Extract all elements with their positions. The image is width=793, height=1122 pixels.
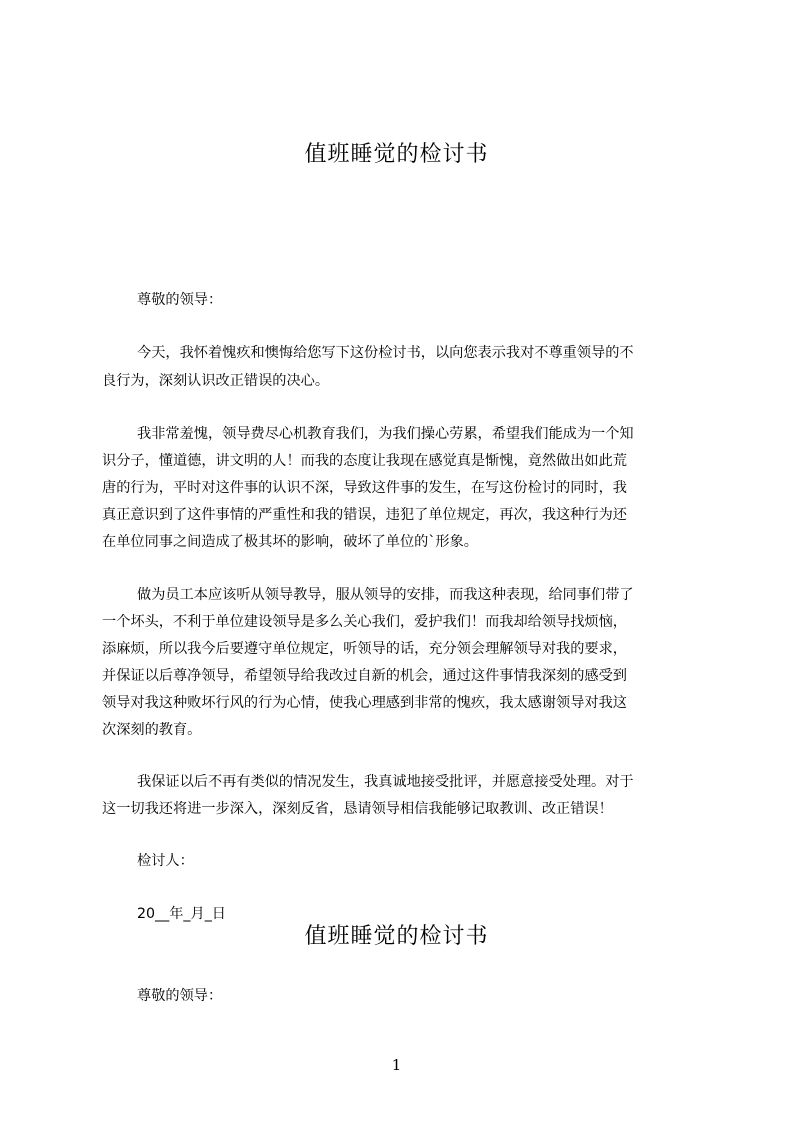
paragraph-3-line-1: 做为员工本应该听从领导教导，服从领导的安排，而我这种表现，给同事们带了 [137,587,634,603]
paragraph-1-line-1: 今天，我怀着愧疚和懊悔给您写下这份检讨书，以向您表示我对不尊重领导的不 [137,345,634,361]
paragraph-1-line-2: 良行为，深刻认识改正错误的决心。 [102,373,330,389]
paragraph-3-line-4: 并保证以后尊净领导，希望领导给我改过自新的机会，通过这件事情我深刻的感受到 [102,668,627,684]
second-document-title: 值班睡觉的检讨书 [304,924,489,949]
paragraph-4-line-1: 我保证以后不再有类似的情况发生，我真诚地接受批评，并愿意接受处理。对于 [137,774,634,790]
paragraph-2-line-1: 我非常羞愧，领导费尽心机教育我们，为我们操心劳累，希望我们能成为一个知 [137,426,634,442]
date-line: 20__年_月_日 [137,906,226,922]
salutation: 尊敬的领导： [137,292,223,308]
paragraph-3-line-5: 领导对我这种败坏行风的行为心情，使我心理感到非常的愧疚，我太感谢领导对我这 [102,695,627,711]
paragraph-2-line-2: 识分子，懂道德，讲文明的人！而我的态度让我现在感觉真是惭愧，竟然做出如此荒 [102,453,627,469]
second-salutation: 尊敬的领导： [137,988,223,1004]
paragraph-2-line-5: 在单位同事之间造成了极其坏的影响，破坏了单位的`形象。 [102,534,478,550]
paragraph-2-line-4: 真正意识到了这件事情的严重性和我的错误，违犯了单位规定，再次，我这种行为还 [102,507,627,523]
paragraph-3-line-6: 次深刻的教育。 [102,722,202,738]
document-title: 值班睡觉的检讨书 [304,142,489,167]
paragraph-3-line-3: 添麻烦，所以我今后要遵守单位规定，听领导的话，充分领会理解领导对我的要求， [102,641,627,657]
paragraph-3-line-2: 一个坏头，不利于单位建设领导是多么关心我们，爱护我们！而我却给领导找烦恼， [102,614,627,630]
paragraph-4-line-2: 这一切我还将进一步深入，深刻反省，恳请领导相信我能够记取教训、改正错误！ [102,801,613,817]
page-number: 1 [391,1056,402,1074]
signer-label: 检讨人： [137,853,194,869]
paragraph-2-line-3: 唐的行为，平时对这件事的认识不深，导致这件事的发生，在写这份检讨的同时，我 [102,480,627,496]
